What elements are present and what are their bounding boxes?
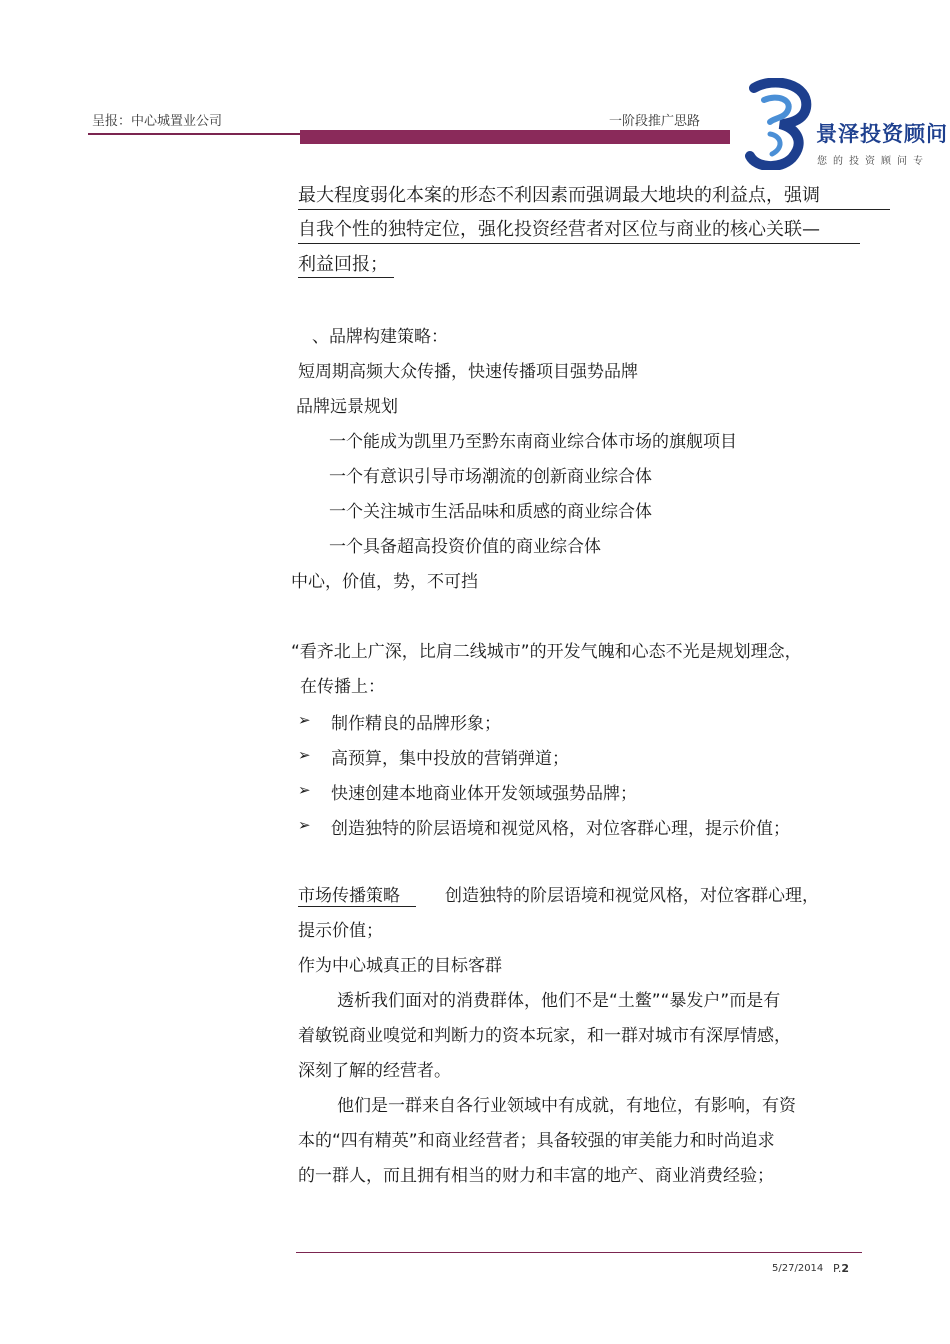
intro-underline-2 <box>298 243 860 244</box>
logo-swirl-icon <box>740 78 820 170</box>
market-para1-line-1: 透析我们面对的消费群体，他们不是“土鳖”“暴发户”而是有 <box>337 991 781 1011</box>
brand-heading: 、品牌构建策略： <box>312 327 448 347</box>
footer-rule <box>296 1252 862 1253</box>
footer-page-number: 2 <box>841 1262 850 1275</box>
market-para2-line-1: 他们是一群来自各行业领域中有成就，有地位，有影响，有资 <box>337 1096 796 1116</box>
brand-vision-3: 一个关注城市生活品味和质感的商业综合体 <box>329 502 652 522</box>
intro-line-3: 利益回报； <box>298 254 388 275</box>
brand-vision-2: 一个有意识引导市场潮流的创新商业综合体 <box>329 467 652 487</box>
bullet-item-4: 创造独特的阶层语境和视觉风格，对位客群心理，提示价值； <box>331 819 790 839</box>
bullet-arrow-icon: ➢ <box>298 781 311 799</box>
bullet-arrow-icon: ➢ <box>298 746 311 764</box>
footer-page <box>833 1262 849 1275</box>
header-presenter: 呈报：中心城置业公司 <box>92 114 223 129</box>
footer-date: 5/27/2014 <box>772 1263 824 1274</box>
logo-tagline: 您的投资顾问专 <box>817 156 929 167</box>
concept-line-2: 在传播上： <box>300 677 385 697</box>
brand-vision-1: 一个能成为凯里乃至黔东南商业综合体市场的旗舰项目 <box>329 432 737 452</box>
footer-page-prefix: P. <box>833 1262 842 1275</box>
header-rule-thick <box>300 130 730 144</box>
brand-vision-4: 一个具备超高投资价值的商业综合体 <box>329 537 601 557</box>
market-para2-line-2: 本的“四有精英”和商业经营者；具备较强的审美能力和时尚追求 <box>298 1131 775 1151</box>
market-line-2: 提示价值； <box>298 921 383 941</box>
bullet-item-2: 高预算，集中投放的营销弹道； <box>331 749 569 769</box>
logo-company-name: 景泽投资顾问 <box>816 122 948 146</box>
intro-line-2: 自我个性的独特定位，强化投资经营者对区位与商业的核心关联— <box>298 219 820 240</box>
company-logo <box>740 78 950 170</box>
market-line-3: 作为中心城真正的目标客群 <box>298 956 502 976</box>
intro-underline-3 <box>298 277 394 278</box>
header-section-title: 一阶段推广思路 <box>609 114 701 129</box>
brand-vision-title: 品牌远景规划 <box>296 397 398 417</box>
concept-line-1: “看齐北上广深，比肩二线城市”的开发气魄和心态不光是规划理念， <box>291 642 802 662</box>
bullet-arrow-icon: ➢ <box>298 711 311 729</box>
bullet-item-3: 快速创建本地商业体开发领域强势品牌； <box>331 784 637 804</box>
market-para2-line-3: 的一群人，而且拥有相当的财力和丰富的地产、商业消费经验； <box>298 1166 774 1186</box>
brand-line-1: 短周期高频大众传播，快速传播项目强势品牌 <box>298 362 638 382</box>
market-title-underline <box>298 906 416 907</box>
market-title: 市场传播策略 <box>298 886 400 906</box>
bullet-item-1: 制作精良的品牌形象； <box>331 714 501 734</box>
brand-slogan: 中心，价值，势，不可挡 <box>291 572 478 592</box>
market-line-1: 创造独特的阶层语境和视觉风格，对位客群心理， <box>445 886 819 906</box>
intro-underline-1 <box>298 209 890 210</box>
bullet-arrow-icon: ➢ <box>298 816 311 834</box>
market-para1-line-3: 深刻了解的经营者。 <box>298 1061 451 1081</box>
intro-line-1: 最大程度弱化本案的形态不利因素而强调最大地块的利益点，强调 <box>298 185 820 206</box>
header-rule-thin <box>88 133 300 135</box>
market-para1-line-2: 着敏锐商业嗅觉和判断力的资本玩家，和一群对城市有深厚情感， <box>298 1026 791 1046</box>
